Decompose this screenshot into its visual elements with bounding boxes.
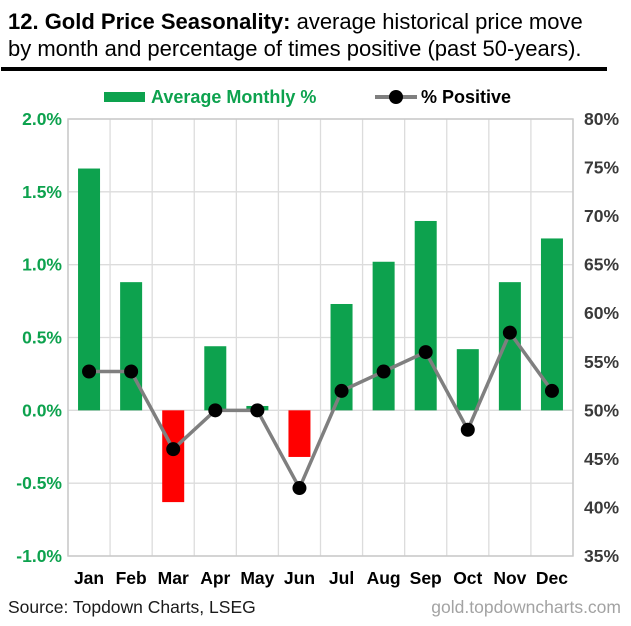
figure-title xyxy=(0,0,622,62)
bar-jun xyxy=(288,410,310,457)
left-axis-tick: 0.5% xyxy=(22,327,62,348)
right-axis-tick: 45% xyxy=(584,448,620,469)
marker-jan xyxy=(82,364,96,378)
title-underline xyxy=(1,67,607,71)
month-label-may: May xyxy=(240,568,275,588)
right-axis-tick: 75% xyxy=(584,157,620,178)
marker-nov xyxy=(503,326,517,340)
month-label-jun: Jun xyxy=(283,568,316,588)
month-label-jul: Jul xyxy=(328,568,355,588)
bar-sep xyxy=(415,221,437,410)
marker-may xyxy=(250,403,264,417)
website-text: gold.topdowncharts.com xyxy=(431,597,621,617)
footer xyxy=(0,597,631,618)
source-text: Source: Topdown Charts, LSEG xyxy=(8,597,256,617)
right-axis-tick: 60% xyxy=(584,303,620,324)
marker-oct xyxy=(461,423,475,437)
line-marker-swatch-icon xyxy=(375,95,417,99)
right-axis-tick: 70% xyxy=(584,206,620,227)
marker-dec xyxy=(545,384,559,398)
bar-oct xyxy=(457,349,479,410)
left-axis-tick: 0.0% xyxy=(22,400,62,421)
legend-line-label: % Positive xyxy=(421,86,512,107)
month-label-mar: Mar xyxy=(157,568,189,588)
marker-sep xyxy=(419,345,433,359)
month-label-nov: Nov xyxy=(493,568,527,588)
right-axis-tick: 55% xyxy=(584,351,620,372)
bar-feb xyxy=(120,282,142,410)
right-axis-tick: 35% xyxy=(584,546,620,566)
month-label-jan: Jan xyxy=(73,568,105,588)
month-label-apr: Apr xyxy=(200,568,231,588)
bar-apr xyxy=(204,346,226,410)
month-label-sep: Sep xyxy=(409,568,442,588)
right-axis-tick: 65% xyxy=(584,254,620,275)
right-axis-tick: 80% xyxy=(584,109,620,129)
seasonality-chart xyxy=(0,100,631,592)
right-axis-tick: 50% xyxy=(584,400,620,421)
left-axis-tick: -1.0% xyxy=(16,546,62,566)
bar-aug xyxy=(373,262,395,411)
bar-mar xyxy=(162,410,184,502)
figure-title-rest: average historical price move by month and percentage of times positive (past 50-years). xyxy=(8,9,583,61)
marker-jun xyxy=(292,481,306,495)
legend-bar-label: Average Monthly % xyxy=(151,86,317,107)
marker-jul xyxy=(335,384,349,398)
marker-mar xyxy=(166,442,180,456)
right-axis-tick: 40% xyxy=(584,497,620,518)
left-axis-tick: 1.0% xyxy=(22,254,62,275)
month-label-dec: Dec xyxy=(535,568,569,588)
left-axis-tick: 2.0% xyxy=(22,109,62,129)
month-label-oct: Oct xyxy=(453,568,483,588)
figure-title-bold: 12. Gold Price Seasonality: xyxy=(8,9,291,34)
marker-aug xyxy=(377,364,391,378)
left-axis-tick: 1.5% xyxy=(22,181,62,202)
marker-feb xyxy=(124,364,138,378)
month-label-feb: Feb xyxy=(115,568,147,588)
marker-apr xyxy=(208,403,222,417)
month-label-aug: Aug xyxy=(366,568,401,588)
left-axis-tick: -0.5% xyxy=(16,473,62,494)
